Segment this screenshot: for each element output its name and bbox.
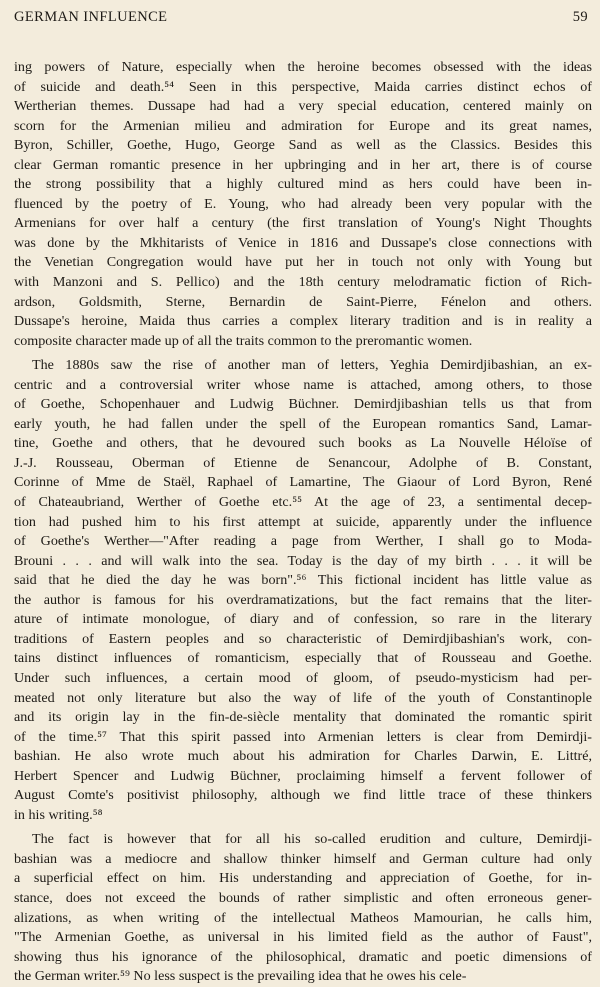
text-line: Byron, Schiller, Goethe, Hugo, George Sand as well as the Classics. Besides this (14, 137, 592, 154)
text-line: The fact is however that for all his so-called erudition and culture, Demirdji- (32, 831, 592, 848)
text-line: The 1880s saw the rise of another man of letters, Yeghia Demirdjibashian, an ex- (32, 357, 592, 374)
text-line: tine, Goethe and others, that he devoured such books as La Nouvelle Héloïse of (14, 435, 592, 452)
paragraph (14, 58, 592, 351)
text-line: showing thus his ignorance of the philosophical, dramatic and poetic dimensions of (14, 948, 592, 965)
text-line: Under such influences, a certain mood of gloom, of pseudo-mysticism had per- (14, 669, 592, 686)
text-line: scorn for the Armenian milieu and admiration for Europe and its great names, (14, 117, 592, 134)
page-number: 59 (572, 9, 588, 25)
text-line: alizations, as when writing of the intellectual Matheos Mamourian, he calls him, (14, 909, 592, 926)
text-line: the author is famous for his overdramatizations, but the fact remains that the liter- (14, 591, 592, 608)
text-line: ature of intimate monologue, of diary and of confession, so rare in the literary (14, 611, 592, 628)
text-line: bashian. He also wrote much about his admiration for Charles Darwin, E. Littré, (14, 748, 592, 765)
text-line: and its origin lay in the fin-de-siècle mentality that dominated the romantic spirit (14, 709, 592, 726)
text-line: tion had pushed him to his first attempt at suicide, apparently under the influence (14, 513, 592, 530)
text-line: was done by the Mkhitarists of Venice in 1816 and Dussape's close connections with (14, 234, 592, 251)
text-line: "The Armenian Goethe, as universal in his limited field as the author of Faust", (14, 929, 592, 946)
text-line: of Goethe, Schopenhauer and Ludwig Büchner. Demirdjibashian tells us that from (14, 396, 592, 413)
text-line: composite character made up of all the traits common to the preromantic women. (14, 332, 473, 349)
text-line: the German writer.⁵⁹ No less suspect is the prevailing idea that he owes his cele- (14, 968, 467, 985)
text-line: traditions of Eastern peoples and so characteristic of Demirdjibashian's work, con- (14, 630, 592, 647)
running-title: GERMAN INFLUENCE (14, 9, 168, 25)
text-line: the strong possibility that a highly cultured mind as hers could have been in- (14, 176, 592, 193)
text-line: of Goethe's Werther—"After reading a page from Werther, I shall go to Moda- (14, 533, 592, 550)
text-line: Herbert Spencer and Ludwig Büchner, proclaiming himself a fervent follower of (14, 767, 592, 784)
running-header (14, 9, 588, 31)
text-line: fluenced by the poetry of E. Young, who had already been very popular with the (14, 195, 592, 212)
text-line: Dussape's heroine, Maida thus carries a complex literary tradition and is in reality a (14, 313, 592, 330)
text-line: the Venetian Congregation would have put her in touch not only with Young but (14, 254, 592, 271)
text-line: with Manzoni and S. Pellico) and the 18th century melodramatic fiction of Rich- (14, 274, 592, 291)
body-text (14, 58, 592, 987)
text-line: early youth, he had fallen under the spell of the European romantics Sand, Lamar- (14, 415, 592, 432)
text-line: centric and a controversial writer whose name is attached, among others, to those (14, 376, 592, 393)
paragraph (14, 830, 592, 986)
text-line: said that he died the day he was born".⁵⁶ This fictional incident has little value as (14, 572, 592, 589)
text-line: August Comte's positivist philosophy, although we find little trace of these thinkers (14, 787, 592, 804)
text-line: stance, does not exceed the bounds of rather simplistic and often erroneous gener- (14, 889, 592, 906)
text-line: ing powers of Nature, especially when the heroine becomes obsessed with the ideas (14, 59, 592, 75)
text-line: of Chateaubriand, Werther of Goethe etc.⁵⁵ At the age of 23, a sentimental decep- (14, 494, 592, 511)
text-line: Wertherian themes. Dussape had had a very special education, centered mainly on (14, 98, 592, 115)
text-line: of the time.⁵⁷ That this spirit passed into Armenian letters is clear from Demirdji- (14, 728, 592, 745)
paragraph (14, 356, 592, 825)
text-line: tains distinct influences of romanticism, especially that of Rousseau and Goethe. (14, 650, 592, 667)
text-line: bashian was a mediocre and shallow thinker himself and German culture had only (14, 850, 592, 867)
text-line: J.-J. Rousseau, Oberman of Etienne de Senancour, Adolphe of B. Constant, (14, 454, 592, 471)
text-line: of suicide and death.⁵⁴ Seen in this perspective, Maida carries distinct echos of (14, 78, 592, 95)
text-line: ardson, Goldsmith, Sterne, Bernardin de Saint-Pierre, Fénelon and others. (14, 293, 592, 310)
text-line: Corinne of Mme de Staël, Raphael of Lamartine, The Giaour of Lord Byron, René (14, 474, 592, 491)
text-line: Brouni . . . and will walk into the sea. Today is the day of my birth . . . it will be (14, 552, 592, 569)
text-line: clear German romantic presence in her upbringing and in her art, there is of course (14, 156, 592, 173)
text-line: Armenians for over half a century (the first translation of Young's Night Thoughts (14, 215, 592, 232)
text-line: in his writing.⁵⁸ (14, 806, 103, 823)
text-line: a superficial effect on him. His understanding and appreciation of Goethe, for in- (14, 870, 592, 887)
text-line: meated not only literature but also the way of life of the youth of Constantinople (14, 689, 592, 706)
